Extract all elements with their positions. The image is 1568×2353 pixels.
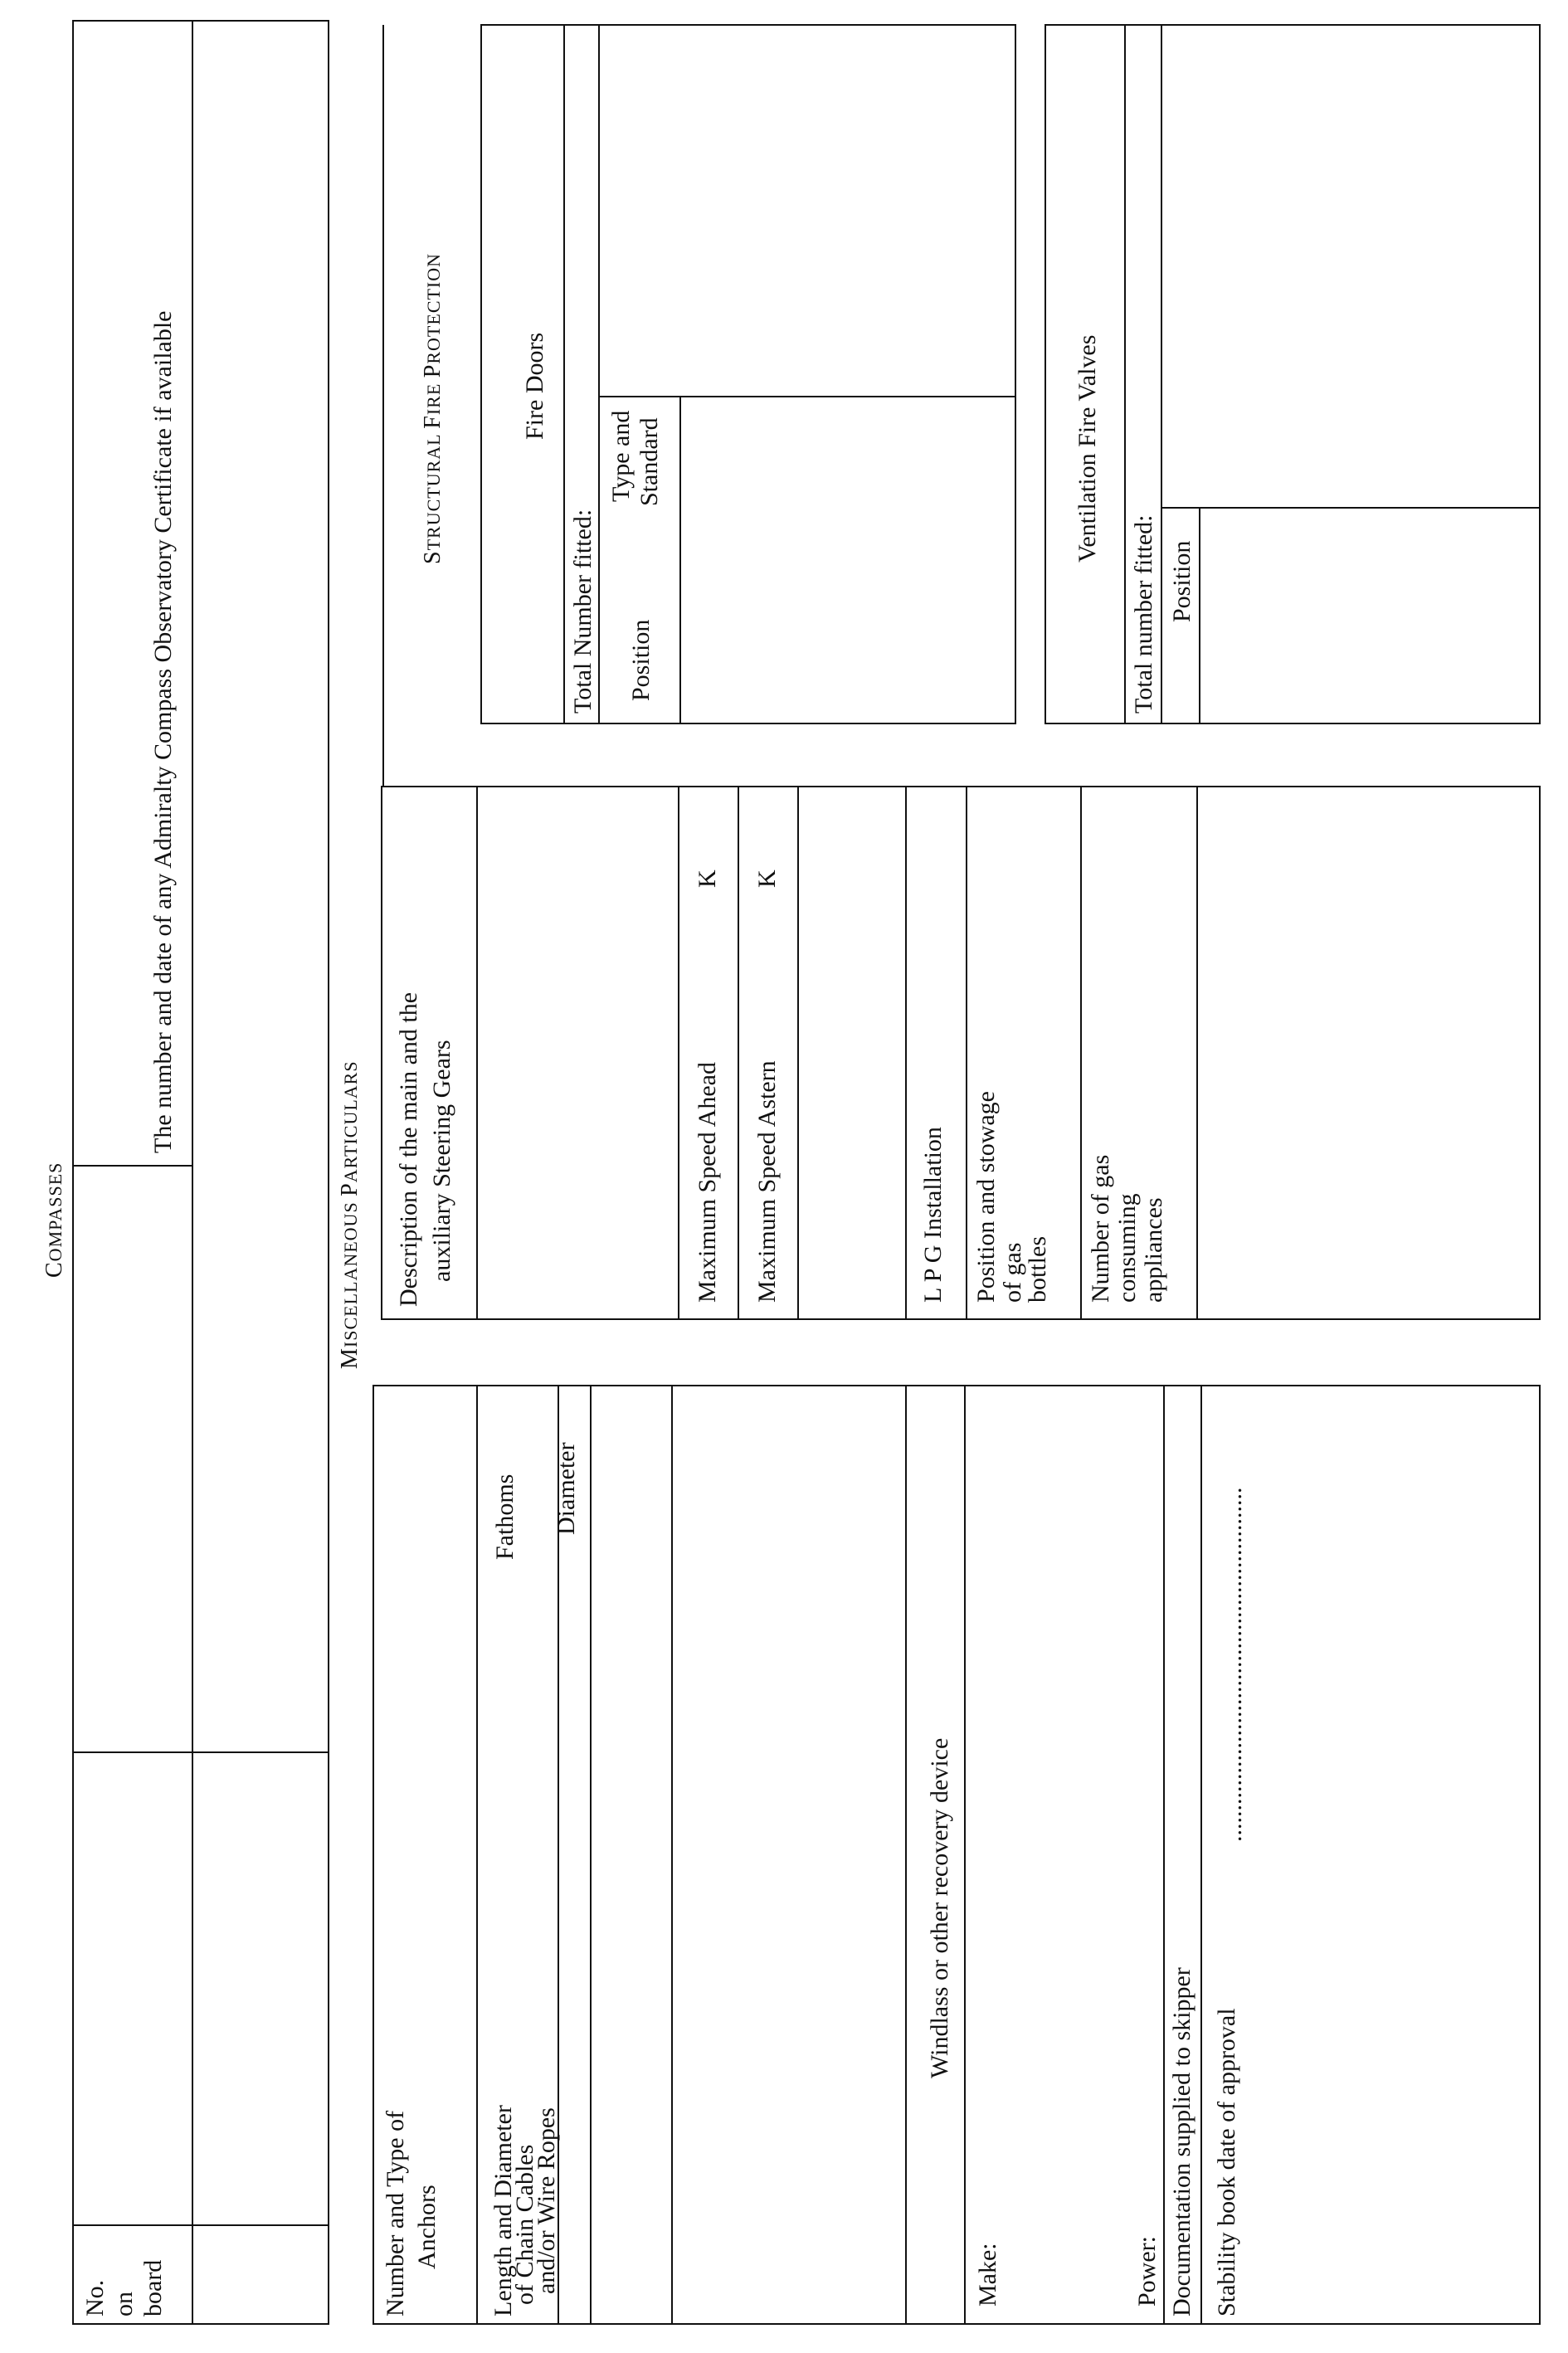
chain-length-line-3: and/or Wire Ropes	[533, 2107, 560, 2294]
power-label: Power:	[1133, 2236, 1161, 2307]
documentation-label: Documentation supplied to skipper	[1168, 1967, 1195, 2316]
valves-position-header: Position	[1168, 540, 1195, 622]
valves-total-label: Total number fitted:	[1130, 514, 1157, 714]
compasses-table-border	[73, 21, 329, 2324]
gas-bottles-line-3: bottles	[1024, 1236, 1051, 1303]
fire-doors-position-header: Position	[627, 619, 655, 701]
gas-bottles-line-1: Position and stowage	[972, 1091, 1000, 1303]
speed-astern-unit: K	[753, 870, 781, 888]
stability-book-label: Stability book date of approval	[1213, 2008, 1240, 2316]
fire-doors-total-label: Total Number fitted:	[569, 509, 597, 714]
steering-line-2: auxiliary Steering Gears	[428, 1040, 455, 1282]
compasses-heading: COMPASSES	[41, 1162, 67, 1278]
fire-doors-type-line-2: Standard	[635, 417, 663, 506]
certificate-note: The number and date of any Admiralty Compass Observatory Certificate if available	[149, 310, 177, 1153]
misc-heading: MISCELLANEOUS PARTICULARS	[337, 1060, 363, 1369]
windlass-label: Windlass or other recovery device	[926, 1737, 953, 2078]
steering-line-1: Description of the main and the	[395, 991, 422, 1307]
gas-appliances-line-3: appliances	[1140, 1197, 1167, 1303]
speed-astern-label: Maximum Speed Astern	[753, 1060, 781, 1303]
gas-appliances-line-2: consuming	[1113, 1193, 1141, 1303]
fire-protection-heading: STRUCTURAL FIRE PROTECTION	[420, 252, 446, 564]
valves-title: Ventilation Fire Valves	[1074, 334, 1101, 563]
speed-ahead-unit: K	[694, 870, 721, 888]
stability-book-dotted-line: .........................................................	[1220, 1487, 1247, 1842]
anchors-number-type-line-2: Anchors	[413, 2185, 441, 2269]
no-on-board-line-3: board	[139, 2259, 167, 2316]
fire-doors-table-border	[481, 25, 1015, 723]
chain-length-line-1: Length and Diameter	[489, 2105, 517, 2316]
speed-ahead-label: Maximum Speed Ahead	[694, 1062, 721, 1303]
make-label: Make:	[974, 2243, 1001, 2307]
chain-length-line-2: of Chain Cables	[511, 2144, 538, 2305]
misc-table-border	[382, 787, 1540, 1319]
fathoms-label: Fathoms	[491, 1474, 519, 1560]
valves-table-border	[1045, 25, 1540, 723]
lpg-installation-label: L P G Installation	[919, 1127, 947, 1303]
diameter-label: Diameter	[553, 1442, 580, 1535]
no-on-board-line-1: No.	[81, 2279, 109, 2316]
anchors-number-type-line-1: Number and Type of	[382, 2110, 409, 2316]
no-on-board-line-2: on	[110, 2292, 138, 2316]
fire-doors-type-line-1: Type and	[607, 410, 635, 502]
fire-doors-title: Fire Doors	[521, 332, 548, 440]
gas-appliances-line-1: Number of gas	[1087, 1154, 1114, 1303]
gas-bottles-line-2: of gas	[999, 1242, 1026, 1303]
